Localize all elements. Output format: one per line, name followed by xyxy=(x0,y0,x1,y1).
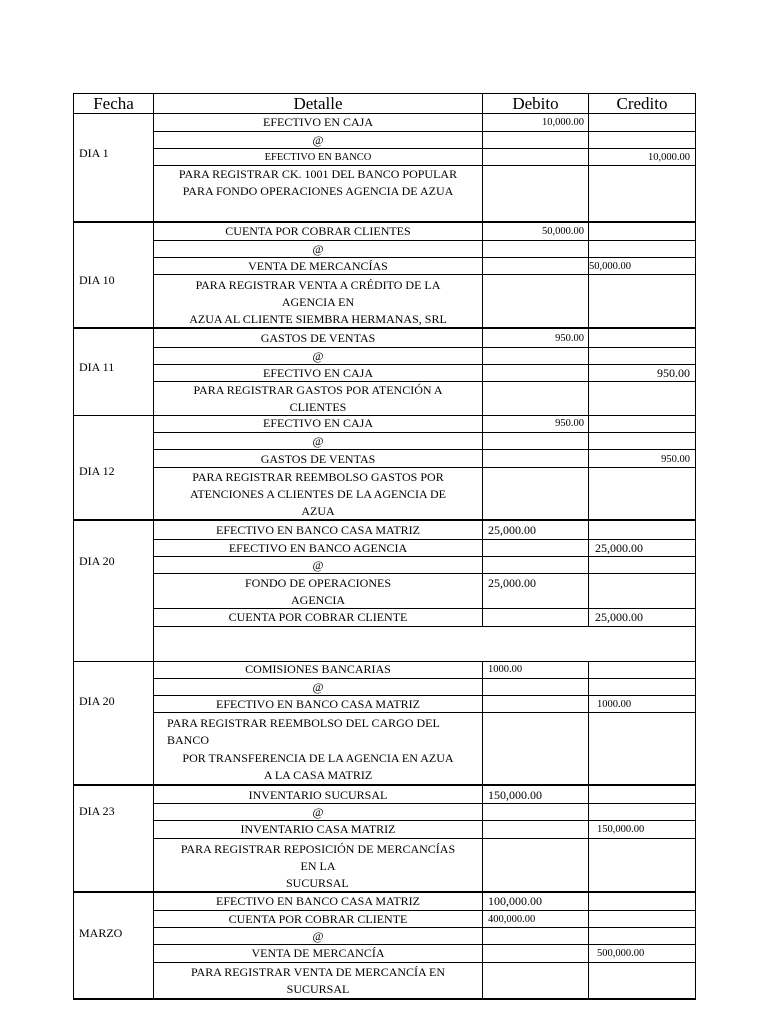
account-line: VENTA DE MERCANCÍA xyxy=(251,946,385,960)
debit-amount: 950.00 xyxy=(555,333,584,344)
account-line: EFECTIVO EN CAJA xyxy=(263,366,373,380)
credit-amount: 25,000.00 xyxy=(595,541,643,555)
account-line: @ xyxy=(312,133,324,147)
account-line: @ xyxy=(312,434,324,448)
credit-amount: 950.00 xyxy=(657,366,690,380)
debit-amount: 150,000.00 xyxy=(488,788,542,802)
debit-amount: 1000.00 xyxy=(488,664,523,675)
entry-description: PARA REGISTRAR REPOSICIÓN DE MERCANCÍAS xyxy=(180,842,456,856)
entry-description: BANCO xyxy=(167,733,210,747)
header-credito: Credito xyxy=(616,94,668,113)
account-line: @ xyxy=(312,680,324,694)
entry-description: SUCURSAL xyxy=(286,982,350,996)
account-line: @ xyxy=(312,349,324,363)
header-detalle: Detalle xyxy=(293,94,343,113)
account-line: EFECTIVO EN CAJA xyxy=(263,115,373,129)
account-line: EFECTIVO EN BANCO AGENCIA xyxy=(228,541,408,555)
debit-amount: 100,000.00 xyxy=(488,894,542,908)
account-line: CUENTA POR COBRAR CLIENTE xyxy=(228,912,408,926)
account-line: @ xyxy=(312,558,324,572)
account-line: @ xyxy=(312,242,324,256)
credit-amount: 150,000.00 xyxy=(597,824,645,835)
account-line: INVENTARIO SUCURSAL xyxy=(248,788,388,802)
account-line: @ xyxy=(312,929,324,943)
entry-description: CLIENTES xyxy=(289,400,347,414)
entry-description: PARA REGISTRAR VENTA A CRÉDITO DE LA xyxy=(195,278,441,292)
entry-date: MARZO xyxy=(79,926,123,940)
entry-description: AZUA xyxy=(301,504,335,518)
entry-description: PARA REGISTRAR CK. 1001 DEL BANCO POPULAR xyxy=(178,167,458,181)
debit-amount: 25,000.00 xyxy=(488,523,536,537)
entry-description: AGENCIA EN xyxy=(281,295,355,309)
account-line: @ xyxy=(312,805,324,819)
account-line: EFECTIVO EN BANCO CASA MATRIZ xyxy=(215,523,420,537)
debit-amount: 25,000.00 xyxy=(488,576,536,590)
entry-date: DIA 12 xyxy=(79,464,115,478)
entry-description: AZUA AL CLIENTE SIEMBRA HERMANAS, SRL xyxy=(189,312,447,326)
account-line: EFECTIVO EN BANCO xyxy=(264,152,372,163)
debit-amount: 950.00 xyxy=(555,418,584,429)
account-line: FONDO DE OPERACIONES AGENCIA xyxy=(244,576,391,607)
credit-amount: 1000.00 xyxy=(597,699,632,710)
entry-description: PARA REGISTRAR GASTOS POR ATENCIÓN A xyxy=(193,383,443,397)
header-debito: Debito xyxy=(512,94,559,113)
entry-description: SUCURSAL xyxy=(286,876,349,890)
account-line: GASTOS DE VENTAS xyxy=(260,452,376,466)
credit-amount: 500,000.00 xyxy=(597,948,645,959)
entry-date: DIA 1 xyxy=(79,146,109,160)
debit-amount: 400,000.00 xyxy=(488,914,536,925)
entry-description: PARA REGISTRAR VENTA DE MERCANCÍA EN xyxy=(190,965,446,979)
entry-description: ATENCIONES A CLIENTES DE LA AGENCIA DE xyxy=(190,487,446,501)
entry-date: DIA 20 xyxy=(79,554,115,568)
header-fecha: Fecha xyxy=(93,94,134,113)
entry-description: POR TRANSFERENCIA DE LA AGENCIA EN AZUA xyxy=(182,751,454,765)
entry-date: DIA 23 xyxy=(79,804,115,818)
entry-description: PARA FONDO OPERACIONES AGENCIA DE AZUA xyxy=(182,184,454,198)
account-line: CUENTA POR COBRAR CLIENTES xyxy=(225,224,411,238)
entry-date: DIA 20 xyxy=(79,694,115,708)
credit-amount: 10,000.00 xyxy=(648,152,690,163)
account-line: INVENTARIO CASA MATRIZ xyxy=(240,822,396,836)
account-line: EFECTIVO EN BANCO CASA MATRIZ xyxy=(215,697,420,711)
debit-amount: 50,000.00 xyxy=(542,226,584,237)
account-line: EFECTIVO EN CAJA xyxy=(263,416,373,430)
entry-description: PARA REGISTRAR REEMBOLSO GASTOS POR xyxy=(192,470,444,484)
debit-amount: 10,000.00 xyxy=(542,117,584,128)
account-line: VENTA DE MERCANCÍAS xyxy=(248,259,388,273)
entry-date: DIA 10 xyxy=(79,273,115,287)
account-line: CUENTA POR COBRAR CLIENTE xyxy=(228,610,408,624)
entry-description: PARA REGISTRAR REEMBOLSO DEL CARGO DEL xyxy=(167,716,440,730)
entry-description: EN LA xyxy=(300,859,336,873)
credit-amount: 950.00 xyxy=(661,454,690,465)
account-line: GASTOS DE VENTAS xyxy=(260,331,376,345)
credit-amount: 25,000.00 xyxy=(595,610,643,624)
credit-amount: 50,000.00 xyxy=(589,261,631,272)
entry-date: DIA 11 xyxy=(79,360,115,374)
account-line: EFECTIVO EN BANCO CASA MATRIZ xyxy=(215,894,420,908)
account-line: COMISIONES BANCARIAS xyxy=(245,662,391,676)
entry-description: A LA CASA MATRIZ xyxy=(263,768,373,782)
